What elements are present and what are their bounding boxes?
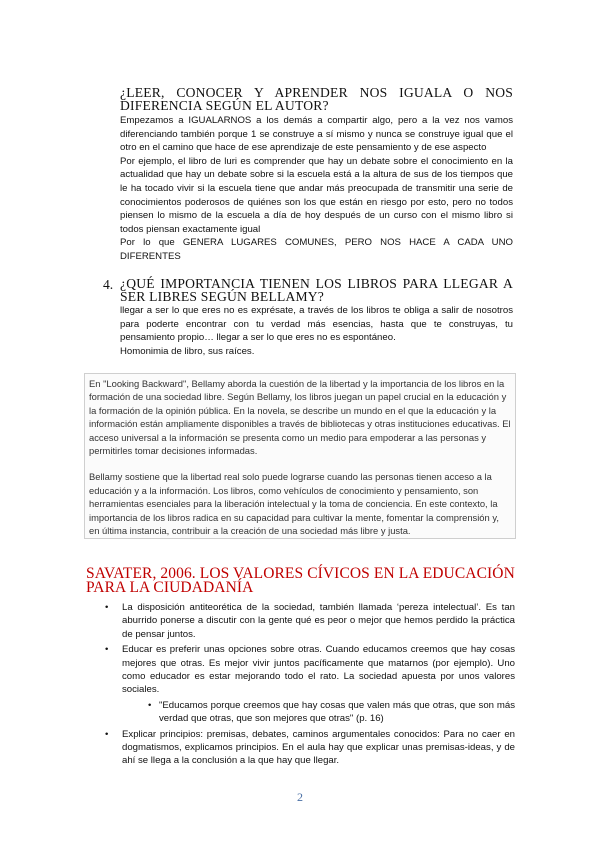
- box-paragraph: En "Looking Backward", Bellamy aborda la cuestión de la libertad y la importancia de los libros en la formación de una sociedad libre. Según Bellamy, los libros juegan un papel crucial en la educación y la formación de la opinión pública. En la novela, se describe un mundo en el que la educación y la información están ampliamente disponibles a través de bibliotecas y otras instituciones educativas. El acceso universal a la información se presenta como un medio para empoderar a las personas y permitirles tomar decisiones informadas.: [89, 378, 511, 457]
- page-number: 2: [297, 790, 303, 804]
- list-item: [105, 643, 515, 697]
- question-3-heading: ¿LEER, CONOCER Y APRENDER NOS IGUALA O NOS DIFERENCIA SEGÚN EL AUTOR?: [120, 85, 513, 113]
- bullet-icon: •: [148, 699, 152, 711]
- paragraph: llegar a ser lo que eres no es exprésate, a través de los libros te obliga a salir de nosotros para poderte encontrar con tu verdad más esencias, hasta que te construyas, tu pensamiento propio… llegar a ser lo que eres no es espontáneo.: [120, 305, 513, 344]
- list-item: [105, 728, 515, 768]
- bullet-icon: •: [105, 602, 109, 613]
- question-4-heading: ¿QUÉ IMPORTANCIA TIENEN LOS LIBROS PARA LLEGAR A SER LIBRES SEGÚN BELLAMY?: [120, 276, 513, 304]
- bellamy-text-box: [84, 373, 516, 539]
- question-3-answer: [120, 114, 513, 264]
- box-paragraph: Bellamy sostiene que la libertad real solo puede lograrse cuando las personas tienen acceso a la educación y a la información. Los libros, como vehículos de conocimiento y pensamiento, son herramientas esenciales para la liberación intelectual y la toma de conciencia. En este contexto, la importancia de los libros radica en su capacidad para cultivar la mente, fomentar la comprensión y, en última instancia, contribuir a la creación de una sociedad más libre y justa.: [89, 471, 499, 537]
- bullet-icon: •: [105, 728, 109, 740]
- list-item-text: La disposición antiteorética de la sociedad, también llamada ‘pereza intelectual’. Es tan aburrido ponerse a discutir con la gente qué es peor o mejor que hemos perdido la práctica de pensar juntos.: [122, 602, 515, 640]
- paragraph: Empezamos a IGUALARNOS a los demás a compartir algo, pero a la vez nos vamos diferenciando también porque 1 se construye a sí mismo y nunca se construye igual que el otro en el camino que hace de ese aprendizaje de este pensamiento y de ese aspecto: [120, 115, 513, 154]
- paragraph: Homonimia de libro, sus raíces.: [120, 345, 255, 357]
- question-4-answer: [120, 304, 513, 358]
- list-item-text: Educar es preferir unas opciones sobre otras. Cuando educamos creemos que hay cosas mejores que otras. Es mejor vivir juntos pacíficamente que matarnos (por ejemplo). Uno como educador es estar mejorando todo el rato. La sociedad apuesta por unos valores sociales.: [122, 644, 515, 696]
- question-4-number: 4.: [103, 277, 114, 292]
- paragraph: Por lo que GENERA LUGARES COMUNES, PERO NOS HACE A CADA UNO DIFERENTES: [120, 237, 513, 262]
- paragraph: Por ejemplo, el libro de luri es comprender que hay un debate sobre el conocimiento en la actualidad que hay un debate sobre si la escuela está a la altura de sus de los tiempos que le ha tocado vivir si la escuela tiene que andar más preocupada de transmitir una serie de conocimientos poderosos de quiénes son los que están en riesgo por esto, pero no todos piensen lo mismo de la escuela a día de hoy después de un curso con el mismo libro si todos piensan exactamente igual: [120, 155, 513, 235]
- list-item: [105, 601, 515, 641]
- list-item-text: "Educamos porque creemos que hay cosas que valen más que otras, que son más verdad que otras, que son mejores que otras" (p. 16): [159, 699, 515, 725]
- sub-list-item: [148, 699, 515, 726]
- savater-bullet-list: [105, 601, 515, 770]
- list-item-text: Explicar principios: premisas, debates, caminos argumentales conocidos: Para no caer en dogmatismos, explicamos principios. En el aula hay que explicar unas premisas-ideas, y de ahí se llega a la conclusión a la que hay que llegar.: [122, 728, 515, 767]
- bullet-icon: •: [105, 644, 109, 656]
- section-title-savater: SAVATER, 2006. LOS VALORES CÍVICOS EN LA EDUCACIÓN PARA LA CIUDADANÍA: [86, 565, 515, 596]
